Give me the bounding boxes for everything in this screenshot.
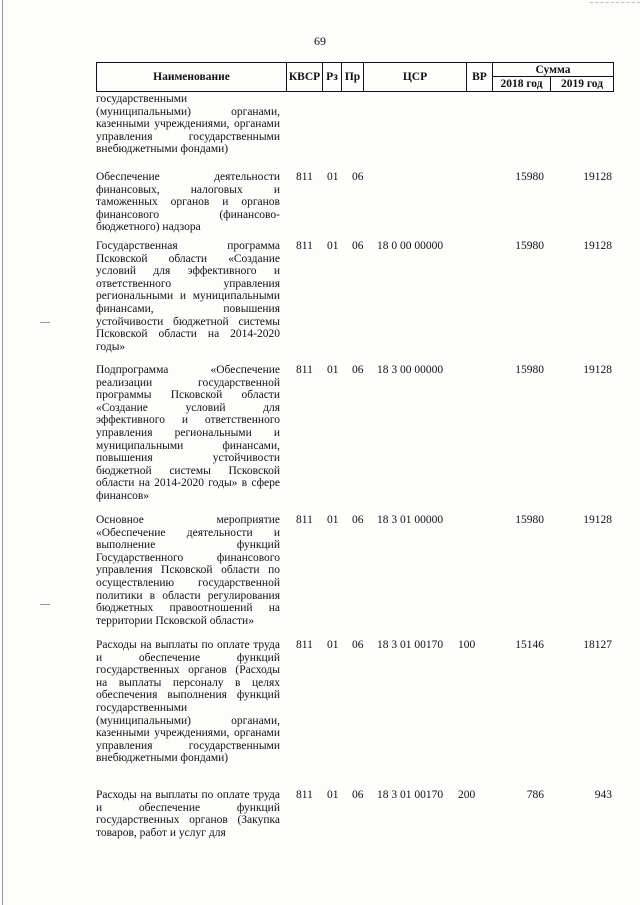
row-rz: 01 [327, 364, 339, 376]
row-sum-2018: 15980 [515, 171, 544, 183]
row-kvsr: 811 [296, 639, 313, 651]
row-kvsr: 811 [296, 364, 313, 376]
row-sum-2019: 18127 [583, 639, 612, 651]
row-name: Подпрограмма «Обеспечение реализации государственной программы Псковской области «Создание условий для эффективного и ответственного управления региональными и муниципальными финансами, повышения устойчивости бюджетной системы Псковской области на 2014-2020 годы» в сфере финансов» [96, 364, 280, 502]
row-kvsr: 811 [296, 240, 313, 252]
row-name: Расходы на выплаты по оплате труда и обеспечение функций государственных органов (Расходы на выплаты персоналу в целях обеспечения выполнения функций государственными (муниципальными) органами, казенными учреждениями, органами управления государственными внебюджетными фондами) [96, 639, 280, 765]
header-csr: ЦСР [364, 63, 467, 91]
row-name: Основное мероприятие «Обеспечение деятельности и выполнение функций Государственного финансового управления Псковской области по осуществлению государственной политики в области регулирования бюджетных правоотношений на территории Псковской области» [96, 514, 280, 627]
page-number: 69 [314, 34, 326, 48]
row-csr: 18 3 00 00000 [377, 364, 444, 376]
row-sum-2019: 19128 [583, 514, 612, 526]
header-vr: ВР [467, 63, 493, 91]
row-csr: 18 3 01 00170 [377, 789, 444, 801]
scan-corner-mark [590, 2, 640, 6]
row-pr: 06 [352, 240, 364, 252]
header-year-2018: 2018 год [493, 77, 551, 91]
row-pr: 06 [352, 789, 364, 801]
header-pr: Пр [342, 63, 364, 91]
header-rz: Рз [323, 63, 342, 91]
row-sum-2019: 19128 [583, 240, 612, 252]
row-rz: 01 [327, 514, 339, 526]
row-kvsr: 811 [296, 514, 313, 526]
row-pr: 06 [352, 171, 364, 183]
row-rz: 01 [327, 639, 339, 651]
row-csr: 18 3 01 00000 [377, 514, 444, 526]
row-pr: 06 [352, 639, 364, 651]
header-kvsr: КВСР [287, 63, 323, 91]
row-kvsr: 811 [296, 171, 313, 183]
row-rz: 01 [327, 240, 339, 252]
row-sum-2018: 15980 [515, 514, 544, 526]
scan-edge-line [2, 0, 3, 905]
row-vr: 200 [458, 789, 476, 801]
row-sum-2018: 15146 [515, 639, 544, 651]
row-vr: 100 [458, 639, 476, 651]
row-rz: 01 [327, 171, 339, 183]
row-sum-2018: 15980 [515, 240, 544, 252]
header-sum: Сумма [493, 63, 613, 77]
row-sum-2019: 19128 [583, 364, 612, 376]
row-pr: 06 [352, 514, 364, 526]
header-name: Наименование [97, 63, 287, 91]
row-pr: 06 [352, 364, 364, 376]
scan-tick-mark [40, 604, 50, 605]
scan-tick-mark [40, 322, 50, 323]
row-rz: 01 [327, 789, 339, 801]
table-header [96, 62, 614, 92]
row-csr: 18 0 00 00000 [377, 240, 444, 252]
row-name: Расходы на выплаты по оплате труда и обеспечение функций государственных органов (Закупка товаров, работ и услуг для [96, 789, 280, 839]
row-sum-2019: 19128 [583, 171, 612, 183]
row-name: Обеспечение деятельности финансовых, налоговых и таможенных органов и органов финансового (финансово-бюджетного) надзора [96, 171, 280, 234]
row-sum-2018: 786 [526, 789, 544, 801]
row-sum-2019: 943 [594, 789, 612, 801]
row-csr: 18 3 01 00170 [377, 639, 444, 651]
row-name: Государственная программа Псковской области «Создание условий для эффективного и ответственного управления региональными и муниципальными финансами, повышения устойчивости бюджетной системы Псковской области на 2014-2020 годы» [96, 240, 280, 353]
row-name: государственными (муниципальными) органами, казенными учреждениями, органами управления государственными внебюджетными фондами) [96, 93, 280, 156]
row-kvsr: 811 [296, 789, 313, 801]
header-year-2019: 2019 год [560, 78, 604, 90]
row-sum-2018: 15980 [515, 364, 544, 376]
